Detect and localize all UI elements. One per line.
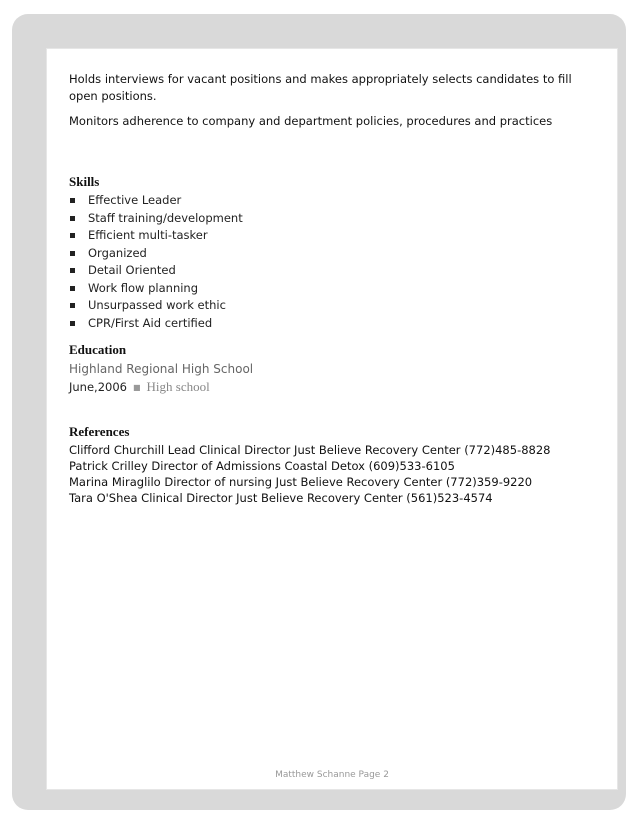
skill-label: Efficient multi-tasker — [88, 228, 208, 242]
graduation-date: June,2006 — [69, 380, 127, 394]
skill-label: CPR/First Aid certified — [88, 315, 213, 330]
education-heading: Education — [69, 342, 127, 357]
skill-item — [69, 280, 589, 298]
skill-label: Detail Oriented — [88, 263, 176, 277]
skill-item — [69, 227, 589, 245]
separator-dot-icon: ■ — [132, 383, 141, 392]
square-bullet-icon — [70, 198, 75, 203]
square-bullet-icon — [70, 251, 75, 256]
education-details — [69, 378, 589, 396]
skills-heading: Skills — [69, 174, 100, 189]
square-bullet-icon — [70, 303, 75, 308]
reference-entry: Clifford Churchill Lead Clinical Director Just Believe Recovery Center (772)485-8828 — [69, 443, 551, 457]
skill-label: Work flow planning — [88, 280, 199, 295]
square-bullet-icon — [70, 216, 75, 221]
square-bullet-icon — [70, 233, 75, 238]
references-heading: References — [69, 424, 130, 439]
skills-section — [69, 174, 589, 332]
skill-item — [69, 245, 589, 263]
references-section — [69, 424, 589, 506]
skill-item — [69, 315, 589, 333]
skill-label: Organized — [88, 245, 147, 260]
square-bullet-icon — [70, 268, 75, 273]
skill-item — [69, 297, 589, 315]
responsibility-paragraph: Monitors adherence to company and department policies, procedures and practices — [69, 114, 553, 128]
reference-entry: Patrick Crilley Director of Admissions Coastal Detox (609)533-6105 — [69, 459, 455, 473]
skill-item — [69, 192, 589, 210]
square-bullet-icon — [70, 286, 75, 291]
skills-list — [69, 192, 589, 332]
skill-item — [69, 210, 589, 228]
education-level: High school — [146, 379, 210, 394]
skill-item — [69, 262, 589, 280]
school-name: Highland Regional High School — [69, 362, 254, 376]
document-frame — [12, 14, 626, 810]
skill-label: Effective Leader — [88, 193, 182, 207]
reference-entry: Tara O'Shea Clinical Director Just Believe Recovery Center (561)523-4574 — [69, 491, 493, 505]
square-bullet-icon — [70, 321, 75, 326]
reference-entry: Marina Miraglilo Director of nursing Just Believe Recovery Center (772)359-9220 — [69, 475, 533, 489]
resume-page — [46, 48, 618, 790]
skill-label: Staff training/development — [88, 210, 243, 225]
page-footer: Matthew Schanne Page 2 — [275, 770, 389, 780]
responsibility-paragraph: Holds interviews for vacant positions and makes appropriately selects candidates to fill open positions. — [69, 72, 572, 103]
skill-label: Unsurpassed work ethic — [88, 298, 226, 312]
education-section — [69, 342, 589, 396]
page-content — [69, 71, 589, 506]
